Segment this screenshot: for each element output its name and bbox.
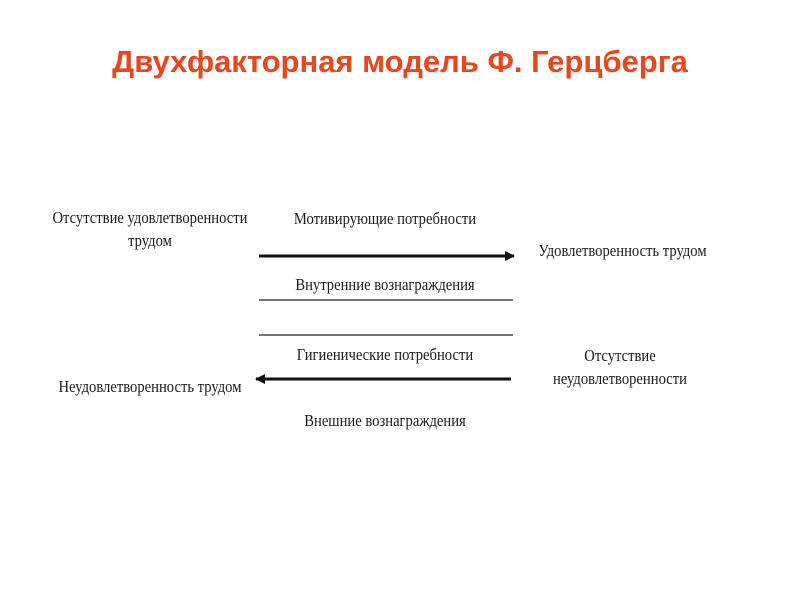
label-hygiene-needs: Гигиенические потребности — [296, 345, 474, 364]
label-line: Отсутствие удовлетворенности — [52, 208, 248, 227]
label-internal-rewards: Внутренние вознаграждения — [295, 275, 475, 294]
label-external-rewards: Внешние вознаграждения — [304, 411, 466, 430]
label-line: Отсутствие — [584, 346, 656, 365]
label-job-satisfaction: Удовлетворенность трудом — [538, 241, 707, 260]
label-line: трудом — [128, 231, 172, 250]
label-absence-of-satisfaction — [47, 206, 253, 252]
page-title: Двухфакторная модель Ф. Герцберга — [112, 44, 688, 79]
label-motivating-needs: Мотивирующие потребности — [293, 209, 477, 228]
label-job-dissatisfaction: Неудовлетворенность трудом — [58, 377, 242, 396]
label-absence-of-dissatisfaction — [530, 344, 711, 390]
label-line: неудовлетворенности — [553, 369, 687, 388]
